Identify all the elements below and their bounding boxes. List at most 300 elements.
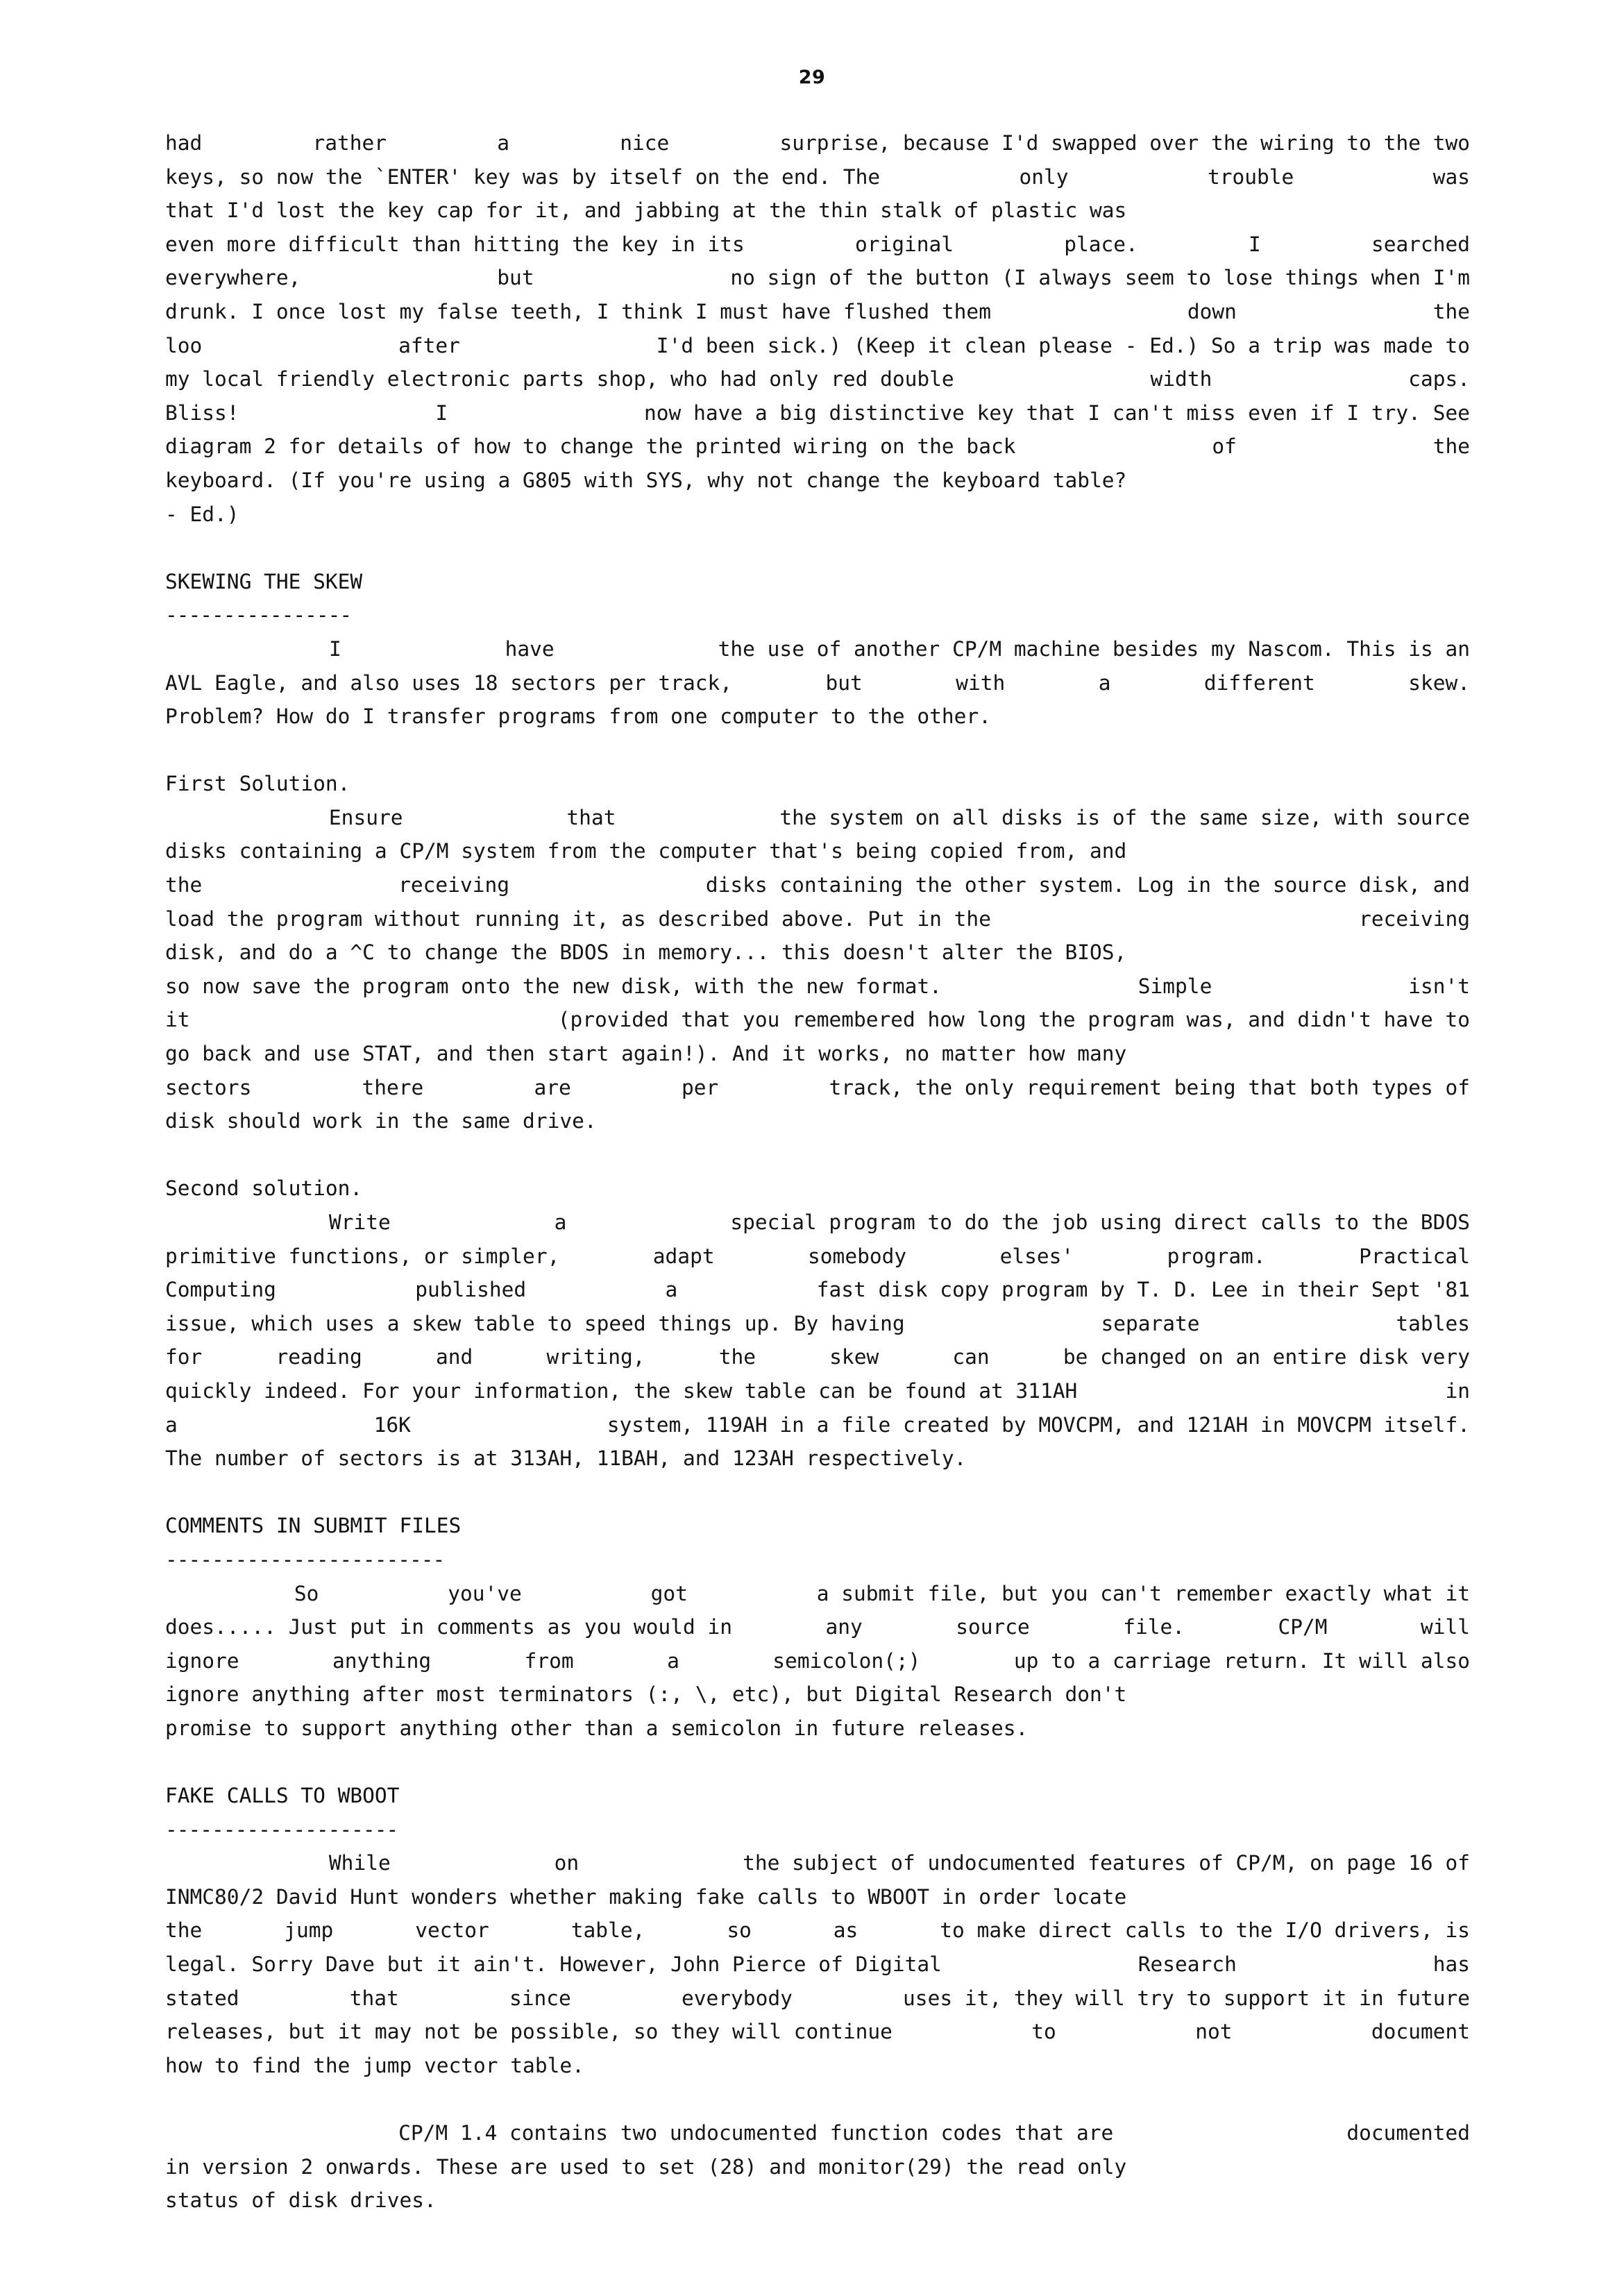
line-segment bbox=[1266, 1240, 1359, 1274]
line-segment bbox=[391, 1846, 555, 1880]
heading-skewing-the-skew-rule: ---------------- bbox=[165, 603, 352, 627]
line-segment bbox=[1113, 2116, 1346, 2150]
line-segment: that bbox=[349, 1986, 399, 2010]
line-segment bbox=[991, 902, 1359, 936]
line-segment bbox=[190, 1003, 558, 1037]
line-segment bbox=[1212, 362, 1408, 396]
line-segment bbox=[239, 396, 436, 430]
line-segment: my local friendly electronic parts shop, who had only red double bbox=[165, 367, 954, 391]
line-segment bbox=[165, 632, 329, 666]
line-segment bbox=[448, 396, 644, 430]
line-segment bbox=[1328, 1610, 1421, 1644]
skewing-paragraph bbox=[165, 632, 1470, 734]
line-segment bbox=[202, 126, 312, 160]
line-segment bbox=[566, 1206, 730, 1240]
cpm14-paragraph bbox=[165, 2116, 1470, 2218]
line-segment: skew. bbox=[1408, 670, 1471, 695]
text-line bbox=[165, 2150, 1470, 2184]
line-segment: does..... Just put in comments as you would in bbox=[165, 1615, 732, 1639]
line-segment bbox=[202, 329, 398, 363]
text-line bbox=[165, 1914, 1470, 1948]
line-segment bbox=[1015, 430, 1212, 464]
text-line bbox=[165, 1880, 1470, 1914]
line-segment bbox=[688, 1577, 817, 1611]
page-number: 29 bbox=[798, 67, 826, 88]
line-segment: in version 2 onwards. These are used to set (28) and monitor(29) the read only bbox=[165, 2154, 1127, 2179]
line-segment: somebody bbox=[808, 1244, 907, 1268]
line-segment: Bliss! bbox=[165, 400, 239, 425]
text-line bbox=[165, 1071, 1470, 1105]
spacer bbox=[165, 734, 1470, 768]
line-segment: Research bbox=[1137, 1952, 1237, 1977]
line-segment bbox=[239, 1644, 332, 1678]
spacer bbox=[165, 1746, 1470, 1780]
line-segment: a bbox=[497, 131, 510, 155]
line-segment bbox=[1005, 666, 1098, 700]
text-line bbox=[165, 2184, 1470, 2218]
text-line bbox=[165, 464, 1470, 498]
line-segment: and bbox=[435, 1345, 473, 1369]
line-segment: up to a carriage return. It will also bbox=[1013, 1648, 1471, 1673]
line-segment: disks containing a CP/M system from the computer that's being copied from, and bbox=[165, 839, 1127, 863]
line-segment: ignore anything after most terminators (:, \, etc), but Digital Research don't bbox=[165, 1682, 1127, 1707]
line-segment: issue, which uses a skew table to speed things up. By having bbox=[165, 1311, 905, 1335]
line-segment: jump bbox=[284, 1918, 334, 1943]
line-segment bbox=[906, 1240, 999, 1274]
line-segment: primitive functions, or simpler, bbox=[165, 1244, 560, 1268]
line-segment: but bbox=[497, 266, 534, 290]
line-segment: I bbox=[328, 636, 341, 661]
line-segment: loo bbox=[165, 333, 203, 357]
text-line bbox=[165, 1610, 1470, 1644]
line-segment: document bbox=[1371, 2020, 1471, 2044]
line-segment: releases, but it may not be possible, so they will continue bbox=[165, 2020, 893, 2044]
line-segment: semicolon(;) bbox=[772, 1648, 921, 1673]
line-segment: source bbox=[956, 1615, 1030, 1639]
line-segment: not bbox=[1195, 2020, 1233, 2044]
line-segment bbox=[858, 1914, 940, 1948]
line-segment bbox=[555, 632, 718, 666]
line-segment: searched bbox=[1371, 232, 1471, 256]
text-line bbox=[165, 1442, 1470, 1476]
text-line bbox=[165, 801, 1470, 835]
line-segment bbox=[165, 2116, 398, 2150]
line-segment bbox=[165, 1846, 329, 1880]
spacer bbox=[165, 1138, 1470, 1172]
line-segment bbox=[905, 1307, 1101, 1341]
line-segment bbox=[239, 1982, 350, 2016]
line-segment bbox=[1233, 2015, 1371, 2049]
line-segment: disk, and do a ^C to change the BDOS in memory... this doesn't alter the BIOS, bbox=[165, 940, 1127, 965]
text-line bbox=[165, 1240, 1470, 1274]
line-text: Problem? How do I transfer programs from one computer to the other. bbox=[165, 704, 991, 729]
line-segment bbox=[880, 160, 1019, 194]
line-segment bbox=[756, 1340, 829, 1374]
line-segment bbox=[715, 1240, 808, 1274]
line-segment: in bbox=[1445, 1378, 1470, 1403]
line-segment bbox=[732, 666, 825, 700]
line-segment bbox=[991, 295, 1187, 329]
line-segment: So bbox=[294, 1581, 319, 1605]
line-segment bbox=[509, 126, 620, 160]
line-segment bbox=[793, 1982, 903, 2016]
line-segment: on bbox=[554, 1851, 580, 1875]
heading-skewing-the-skew: SKEWING THE SKEW bbox=[165, 569, 363, 593]
line-segment: legal. Sorry Dave but it ain't. However, John Pierce of Digital bbox=[165, 1952, 942, 1977]
line-segment: Write bbox=[328, 1210, 391, 1234]
line-segment: width bbox=[1150, 367, 1212, 391]
text-line bbox=[165, 1678, 1470, 1712]
line-segment bbox=[431, 1644, 524, 1678]
line-segment: got bbox=[650, 1581, 688, 1605]
line-segment bbox=[893, 2015, 1031, 2049]
line-segment: any bbox=[825, 1615, 863, 1639]
text-line bbox=[165, 902, 1470, 936]
line-segment: the subject of undocumented features of CP/M, on page 16 of bbox=[743, 1851, 1470, 1875]
text-line bbox=[165, 1307, 1470, 1341]
line-segment bbox=[489, 1914, 571, 1948]
line-segment bbox=[534, 261, 731, 295]
line-segment: there bbox=[362, 1075, 424, 1099]
line-segment: the bbox=[1432, 299, 1470, 323]
line-segment: now have a big distinctive key that I can't miss even if I try. See bbox=[644, 400, 1470, 425]
line-segment bbox=[1315, 666, 1408, 700]
line-segment: Simple bbox=[1137, 974, 1212, 998]
line-text: how to find the jump vector table. bbox=[165, 2053, 584, 2077]
line-segment: so now save the program onto the new disk, with the new format. bbox=[165, 974, 942, 998]
line-segment bbox=[863, 666, 956, 700]
line-segment bbox=[301, 261, 497, 295]
spacer bbox=[165, 2082, 1470, 2116]
line-segment: stated bbox=[165, 1986, 239, 2010]
text-line bbox=[165, 936, 1470, 970]
line-segment: uses it, they will try to support it in future bbox=[903, 1986, 1471, 2010]
line-segment: anything bbox=[332, 1648, 432, 1673]
line-segment: it bbox=[165, 1008, 190, 1032]
line-segment bbox=[559, 1240, 652, 1274]
line-segment bbox=[645, 1914, 727, 1948]
line-segment: separate bbox=[1101, 1311, 1200, 1335]
line-segment: file. bbox=[1123, 1615, 1185, 1639]
text-line bbox=[165, 1003, 1470, 1037]
text-line bbox=[165, 295, 1470, 329]
line-segment: of bbox=[1212, 434, 1237, 459]
line-segment bbox=[362, 1340, 436, 1374]
line-segment bbox=[942, 1948, 1138, 1982]
line-segment: AVL Eagle, and also uses 18 sectors per track, bbox=[165, 670, 732, 695]
line-segment: has bbox=[1432, 1952, 1470, 1977]
line-segment: keys, so now the `ENTER' key was by itself on the end. The bbox=[165, 164, 881, 189]
line-segment bbox=[669, 126, 779, 160]
line-segment: a bbox=[667, 1648, 679, 1673]
line-segment: to bbox=[1031, 2020, 1056, 2044]
text-line bbox=[165, 1982, 1470, 2016]
line-segment bbox=[319, 1577, 448, 1611]
line-segment bbox=[752, 1914, 834, 1948]
line-segment: Computing bbox=[165, 1278, 276, 1302]
first-solution-paragraph bbox=[165, 801, 1470, 1138]
line-segment bbox=[509, 868, 706, 902]
line-segment bbox=[526, 1273, 665, 1307]
line-segment: tables bbox=[1396, 1311, 1470, 1335]
line-segment: for bbox=[165, 1345, 203, 1369]
line-segment bbox=[1056, 2015, 1195, 2049]
line-segment: disks containing the other system. Log in the source disk, and bbox=[705, 873, 1470, 897]
spacer bbox=[165, 1476, 1470, 1510]
line-segment: everywhere, bbox=[165, 266, 301, 290]
text-line bbox=[165, 1206, 1470, 1240]
line-segment: no sign of the button (I always seem to lose things when I'm bbox=[730, 266, 1470, 290]
line-segment: go back and use STAT, and then start again!). And it works, no matter how many bbox=[165, 1042, 1127, 1066]
line-segment: different bbox=[1203, 670, 1315, 695]
line-segment bbox=[391, 1206, 555, 1240]
line-segment: can bbox=[952, 1345, 990, 1369]
line-segment: system, 119AH in a file created by MOVCPM, and 121AH in MOVCPM itself. bbox=[607, 1412, 1470, 1437]
line-segment bbox=[1212, 970, 1408, 1004]
line-segment: original bbox=[854, 232, 954, 256]
line-segment bbox=[616, 801, 779, 835]
line-segment: writing, bbox=[546, 1345, 645, 1369]
line-segment: have bbox=[505, 636, 555, 661]
line-segment: sectors bbox=[165, 1075, 252, 1099]
text-line bbox=[165, 1644, 1470, 1678]
line-segment bbox=[202, 1340, 276, 1374]
line-segment: receiving bbox=[398, 873, 509, 897]
line-segment: load the program without running it, as described above. Put in the bbox=[165, 906, 991, 931]
document-body bbox=[165, 126, 1470, 2218]
fake-calls-paragraph bbox=[165, 1846, 1470, 2082]
line-segment bbox=[863, 1610, 956, 1644]
line-segment: adapt bbox=[652, 1244, 715, 1268]
content-blocks bbox=[165, 126, 1470, 2218]
line-segment: a bbox=[665, 1278, 678, 1302]
text-line bbox=[165, 666, 1470, 700]
line-segment: published bbox=[415, 1278, 527, 1302]
heading-comments-in-submit-files-rule: ------------------------ bbox=[165, 1547, 445, 1571]
line-segment bbox=[718, 1071, 829, 1105]
text-line bbox=[165, 1273, 1470, 1307]
line-text: promise to support anything other than a semicolon in future releases. bbox=[165, 1716, 1029, 1740]
line-segment bbox=[423, 1071, 534, 1105]
text-line bbox=[165, 2116, 1470, 2150]
line-segment bbox=[942, 970, 1138, 1004]
line-segment: you've bbox=[448, 1581, 522, 1605]
line-segment: the use of another CP/M machine besides my Nascom. This is an bbox=[718, 636, 1471, 661]
text-line bbox=[165, 2015, 1470, 2049]
text-line bbox=[165, 2049, 1470, 2083]
line-segment: ignore bbox=[165, 1648, 239, 1673]
line-segment bbox=[202, 868, 398, 902]
line-segment bbox=[954, 228, 1064, 262]
line-segment: are bbox=[534, 1075, 571, 1099]
line-segment bbox=[1030, 1610, 1123, 1644]
line-segment: CP/M 1.4 contains two undocumented function codes that are bbox=[398, 2121, 1114, 2145]
line-segment bbox=[341, 632, 505, 666]
line-segment: trouble bbox=[1207, 164, 1294, 189]
line-segment: the system on all disks is of the same size, with source bbox=[779, 805, 1470, 829]
line-segment bbox=[679, 1644, 772, 1678]
line-segment: the bbox=[165, 873, 203, 897]
line-segment: that bbox=[566, 805, 616, 829]
line-segment bbox=[745, 228, 855, 262]
line-segment bbox=[411, 1408, 607, 1442]
line-segment bbox=[522, 1577, 651, 1611]
line-segment: special program to do the job using direct calls to the BDOS bbox=[730, 1210, 1470, 1234]
text-line bbox=[165, 1712, 1470, 1746]
line-segment: I bbox=[435, 400, 448, 425]
line-segment bbox=[954, 362, 1151, 396]
line-segment: keyboard. (If you're using a G805 with SYS, why not change the keyboard table? bbox=[165, 468, 1127, 492]
line-segment bbox=[990, 1340, 1063, 1374]
text-line bbox=[165, 700, 1470, 734]
line-text: - Ed.) bbox=[165, 502, 239, 526]
line-segment bbox=[1261, 228, 1371, 262]
line-segment bbox=[1237, 295, 1433, 329]
spacer bbox=[165, 531, 1470, 565]
line-segment: but bbox=[825, 670, 863, 695]
line-segment bbox=[473, 1340, 546, 1374]
line-segment bbox=[645, 1340, 719, 1374]
subheading-second-solution: Second solution. bbox=[165, 1176, 363, 1201]
line-segment bbox=[460, 329, 657, 363]
line-segment: fast disk copy program by T. D. Lee in their Sept '81 bbox=[816, 1278, 1471, 1302]
line-segment bbox=[677, 1273, 816, 1307]
line-segment bbox=[1237, 1948, 1433, 1982]
line-segment bbox=[920, 1644, 1013, 1678]
heading-comments-in-submit-files: COMMENTS IN SUBMIT FILES bbox=[165, 1514, 462, 1538]
line-segment: down bbox=[1187, 299, 1237, 323]
line-segment: the bbox=[165, 1918, 203, 1943]
line-segment: had bbox=[165, 131, 203, 155]
line-segment: program. bbox=[1167, 1244, 1266, 1268]
text-line bbox=[165, 362, 1470, 396]
line-segment: a submit file, but you can't remember exactly what it bbox=[816, 1581, 1471, 1605]
line-segment bbox=[399, 1982, 509, 2016]
line-segment bbox=[276, 1273, 415, 1307]
line-segment: will bbox=[1420, 1615, 1471, 1639]
line-segment: so bbox=[727, 1918, 752, 1943]
line-segment: CP/M bbox=[1278, 1615, 1328, 1639]
line-segment: the bbox=[1432, 434, 1470, 459]
text-line bbox=[165, 194, 1470, 228]
line-segment bbox=[571, 1982, 682, 2016]
line-segment: INMC80/2 David Hunt wonders whether making fake calls to WBOOT in order locate bbox=[165, 1884, 1127, 1909]
text-line bbox=[165, 1577, 1470, 1611]
line-segment: even more difficult than hitting the key in its bbox=[165, 232, 745, 256]
line-segment: that I'd lost the key cap for it, and jabbing at the thin stalk of plastic was bbox=[165, 199, 1127, 223]
line-segment: reading bbox=[276, 1345, 362, 1369]
line-segment: vector bbox=[415, 1918, 489, 1943]
text-line bbox=[165, 632, 1470, 666]
text-line bbox=[165, 868, 1470, 902]
line-segment: (provided that you remembered how long the program was, and didn't have to bbox=[557, 1008, 1470, 1032]
line-segment bbox=[1138, 228, 1249, 262]
line-text: The number of sectors is at 313AH, 11BAH, and 123AH respectively. bbox=[165, 1446, 967, 1471]
line-segment: surprise, because I'd swapped over the wiring to the two bbox=[779, 131, 1471, 155]
comments-paragraph bbox=[165, 1577, 1470, 1746]
line-segment: receiving bbox=[1359, 906, 1470, 931]
line-segment bbox=[1110, 666, 1203, 700]
heading-fake-calls-to-wboot: FAKE CALLS TO WBOOT bbox=[165, 1784, 400, 1808]
line-segment bbox=[1077, 1374, 1445, 1408]
line-segment: documented bbox=[1346, 2121, 1470, 2145]
line-segment: 16K bbox=[373, 1412, 411, 1437]
line-segment: diagram 2 for details of how to change the printed wiring on the back bbox=[165, 434, 1016, 459]
line-segment bbox=[403, 801, 567, 835]
line-segment: was bbox=[1432, 164, 1470, 189]
heading-fake-calls-to-wboot-rule: -------------------- bbox=[165, 1817, 398, 1841]
line-segment bbox=[879, 1340, 952, 1374]
line-segment bbox=[1185, 1610, 1278, 1644]
line-text: status of disk drives. bbox=[165, 2188, 437, 2213]
second-solution-paragraph bbox=[165, 1206, 1470, 1476]
line-text: disk should work in the same drive. bbox=[165, 1109, 597, 1133]
line-segment bbox=[1074, 1240, 1167, 1274]
line-segment: isn't bbox=[1408, 974, 1470, 998]
line-segment: everybody bbox=[682, 1986, 793, 2010]
text-line bbox=[165, 430, 1470, 464]
text-line bbox=[165, 261, 1470, 295]
text-line bbox=[165, 160, 1470, 194]
line-segment: per bbox=[682, 1075, 719, 1099]
line-segment: nice bbox=[620, 131, 670, 155]
line-segment: table, bbox=[570, 1918, 645, 1943]
line-segment: a bbox=[165, 1412, 178, 1437]
line-segment: from bbox=[524, 1648, 574, 1673]
text-line bbox=[165, 1408, 1470, 1442]
line-segment bbox=[1294, 160, 1432, 194]
line-segment: place. bbox=[1064, 232, 1138, 256]
line-segment: Ensure bbox=[328, 805, 403, 829]
line-segment bbox=[202, 1914, 284, 1948]
line-segment bbox=[165, 1577, 294, 1611]
line-segment: skew bbox=[829, 1345, 879, 1369]
line-segment: as bbox=[833, 1918, 858, 1943]
line-segment bbox=[165, 801, 329, 835]
line-segment: track, the only requirement being that both types of bbox=[829, 1075, 1471, 1099]
subheading-first-solution: First Solution. bbox=[165, 772, 350, 796]
line-segment: a bbox=[554, 1210, 567, 1234]
line-segment bbox=[1237, 430, 1433, 464]
line-segment: to make direct calls to the I/O drivers, is bbox=[940, 1918, 1470, 1943]
line-segment bbox=[579, 1846, 743, 1880]
text-line bbox=[165, 228, 1470, 262]
line-segment: be changed on an entire disk very bbox=[1063, 1345, 1470, 1369]
text-line bbox=[165, 396, 1470, 430]
line-segment: with bbox=[956, 670, 1006, 695]
line-segment: a bbox=[1098, 670, 1111, 695]
line-segment bbox=[574, 1644, 667, 1678]
line-segment: elses' bbox=[999, 1244, 1074, 1268]
text-line bbox=[165, 1104, 1470, 1138]
line-segment bbox=[1200, 1307, 1396, 1341]
line-segment: caps. bbox=[1408, 367, 1471, 391]
line-segment bbox=[178, 1408, 374, 1442]
line-segment: the bbox=[718, 1345, 756, 1369]
line-segment: Practical bbox=[1359, 1244, 1470, 1268]
line-segment bbox=[165, 1206, 329, 1240]
text-line bbox=[165, 1037, 1470, 1071]
line-segment bbox=[1069, 160, 1208, 194]
line-segment: quickly indeed. For your information, the skew table can be found at 311AH bbox=[165, 1378, 1078, 1403]
text-line bbox=[165, 1846, 1470, 1880]
text-line bbox=[165, 1340, 1470, 1374]
line-segment: after bbox=[398, 333, 460, 357]
line-segment bbox=[571, 1071, 682, 1105]
intro-paragraph bbox=[165, 126, 1470, 531]
line-segment: While bbox=[328, 1851, 391, 1875]
line-segment: I'd been sick.) (Keep it clean please - Ed.) So a trip was made to bbox=[656, 333, 1470, 357]
